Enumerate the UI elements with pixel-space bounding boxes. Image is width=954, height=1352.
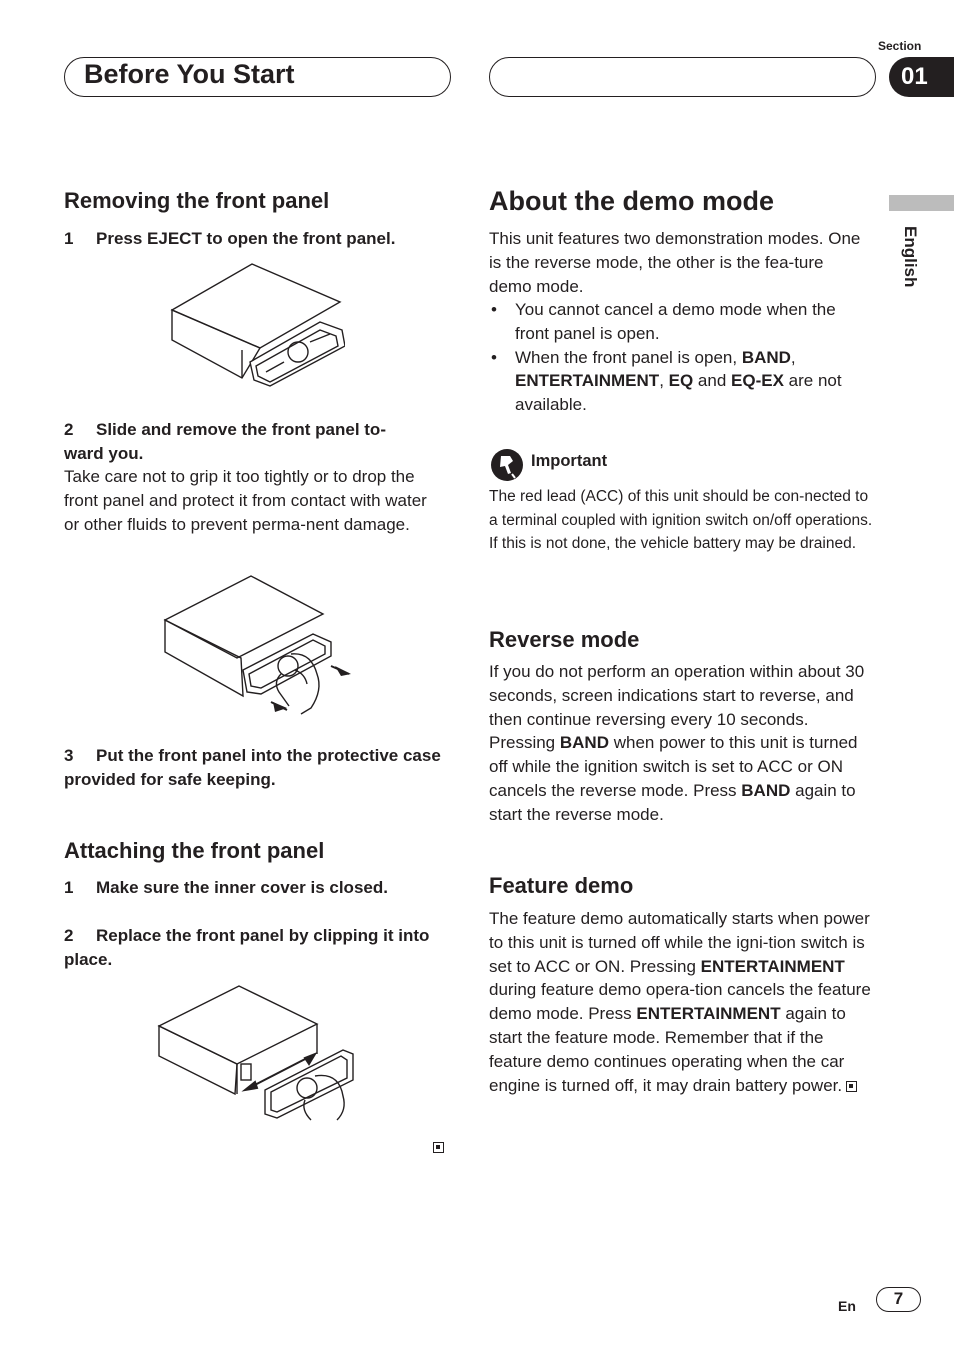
attaching-heading: Attaching the front panel xyxy=(64,838,325,863)
language-tab-bar xyxy=(889,195,954,211)
language-tab-label: English xyxy=(901,226,920,288)
important-label: Important xyxy=(531,452,608,470)
step-text-line2: ward you. xyxy=(64,443,144,463)
feature-text: The feature demo automatically starts when power to this unit is turned off while the igni-tion switch is set to ACC or ON. Pressing ENTERTAINMENT during feature demo opera-tion cancels the feature demo mode. Press ENTERTAINMENT again to start the feature mode. Remember that if the feature demo continues operating when the car engine is turned off, it may drain battery power. xyxy=(489,909,871,1095)
attaching-step-2 xyxy=(64,924,444,971)
header-blank-frame xyxy=(489,57,876,97)
feature-heading: Feature demo xyxy=(489,873,634,898)
removing-step-2-body: Take care not to grip it too tightly or to drop the front panel and protect it from contact with water or other fluids to prevent perma-nent damage. xyxy=(64,467,427,534)
step-number: 2 xyxy=(64,926,74,945)
step-number: 2 xyxy=(64,420,74,439)
left-end-mark xyxy=(433,1139,444,1157)
reverse-heading: Reverse mode xyxy=(489,627,640,652)
section-label: Section xyxy=(878,39,922,53)
step-text: Make sure the inner cover is closed. xyxy=(96,878,388,897)
reverse-text: If you do not perform an operation within about 30 seconds, screen indications start to reverse, and then continue reversing every 10 seconds. Pressing BAND when power to this unit is turned off while the ignition switch is set to ACC or ON cancels the reverse mode. Press BAND again to start the reverse mode. xyxy=(489,662,865,824)
step-text-line1: Slide and remove the front panel to- xyxy=(96,420,386,439)
section-number: 01 xyxy=(889,57,954,97)
important-text: The red lead (ACC) of this unit should be con-nected to a terminal coupled with ignition switch on/off operations. If this is not done, the vehicle battery may be drained. xyxy=(489,488,873,553)
demo-heading: About the demo mode xyxy=(489,186,774,216)
slide-panel-illustration xyxy=(163,574,353,719)
attaching-step-1 xyxy=(64,876,444,900)
step-text: Replace the front panel by clipping it into place. xyxy=(64,926,430,969)
important-icon xyxy=(490,448,524,482)
removing-step-3 xyxy=(64,744,444,791)
demo-bullets xyxy=(489,298,874,417)
end-mark-icon xyxy=(846,1081,857,1092)
step-number: 1 xyxy=(64,229,74,248)
page-number: 7 xyxy=(876,1287,921,1312)
removing-step-2 xyxy=(64,418,444,465)
footer-lang: En xyxy=(838,1298,856,1314)
step-text: Press EJECT to open the front panel. xyxy=(96,229,396,248)
attach-panel-illustration xyxy=(157,984,357,1124)
demo-bullet-1: • You cannot cancel a demo mode when the front panel is open. xyxy=(489,298,874,346)
step-number: 1 xyxy=(64,878,74,897)
step-text: Put the front panel into the protective case provided for safe keeping. xyxy=(64,746,441,789)
demo-intro: This unit features two demonstration modes. One is the reverse mode, the other is the fea-ture demo mode. xyxy=(489,229,861,296)
eject-panel-illustration xyxy=(170,262,345,387)
removing-heading: Removing the front panel xyxy=(64,188,330,213)
step-number: 3 xyxy=(64,746,74,765)
removing-step-1 xyxy=(64,227,444,251)
page-title: Before You Start xyxy=(84,59,295,89)
demo-bullet-2: • When the front panel is open, BAND, ENTERTAINMENT, EQ and EQ-EX are not available. xyxy=(489,346,874,417)
end-mark-icon xyxy=(433,1142,444,1153)
